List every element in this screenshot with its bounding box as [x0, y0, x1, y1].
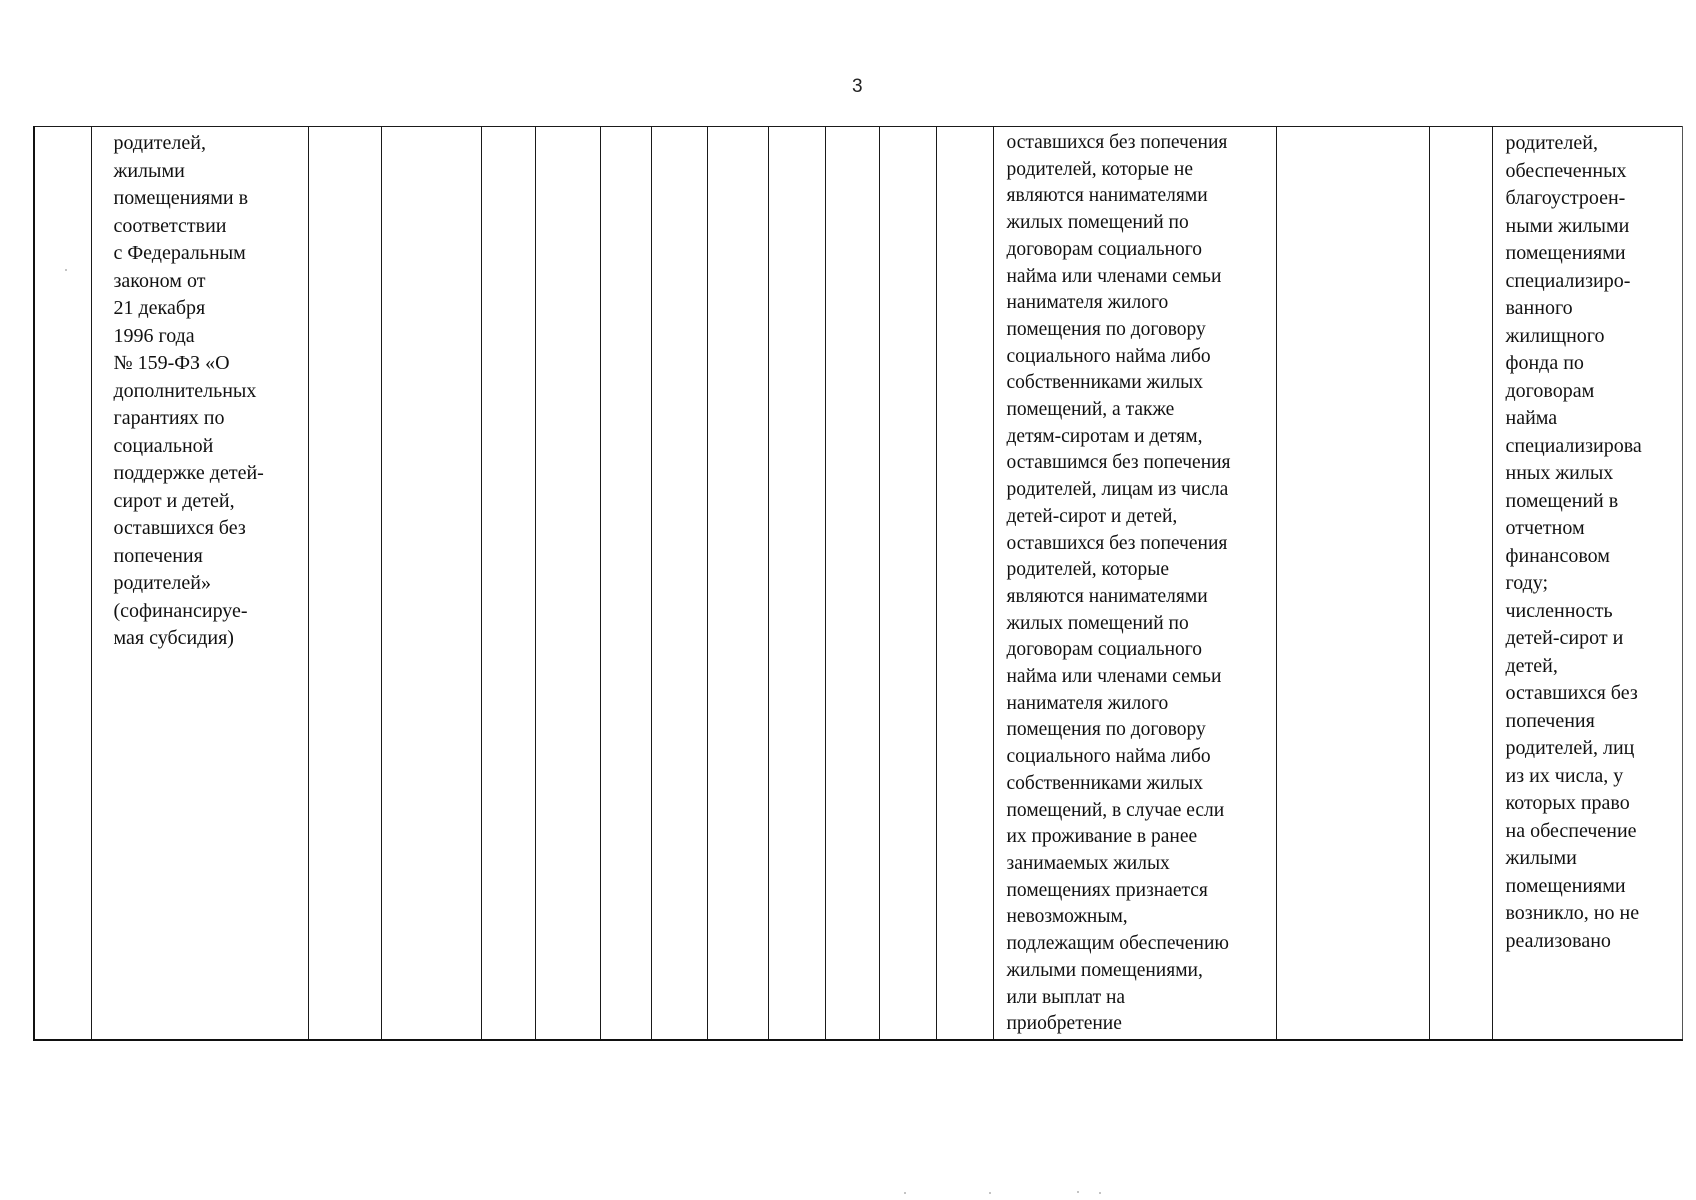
empty-cell [600, 127, 651, 1041]
empty-cell [535, 127, 600, 1041]
page-number: 3 [851, 76, 864, 97]
empty-cell [707, 127, 768, 1041]
row-number-cell [34, 127, 91, 1041]
empty-cell [936, 127, 993, 1041]
description-text: оставшихся без попечения родителей, которые не являются нанимателями жилых помещений по договорам социального найма или членами семьи нанимателя жилого помещения по договору социального найма либо собственниками жилых помещений, а также детям-сиротам и детям, оставшимся без попечения родителей, лицам из числа детей-сирот и детей, оставшихся без попечения родителей, которые являются нанимателями жилых помещений по договорам социального найма или членами семьи нанимателя жилого помещения по договору социального найма либо собственниками жилых помещений, в случае если их проживание в ранее занимаемых жилых помещениях признается невозможным, подлежащим обеспечению жилыми помещениями, или выплат на приобретение [1006, 132, 1231, 1035]
description-cell [993, 127, 1276, 1041]
subsidy-name-text: родителей, жилыми помещениями в соответствии с Федеральным законом от 21 декабря 1996 года № 159-ФЗ «О дополнительных гарантиях по социальной поддержке детей- сирот и детей, оставшихся без попечения родителей» (софинансируе- мая субсидия) [113, 132, 264, 649]
empty-cell [1429, 127, 1492, 1041]
result-indicator-cell [1492, 127, 1682, 1041]
table-row [34, 127, 1682, 1041]
document-table [33, 126, 1683, 1041]
empty-cell [768, 127, 825, 1041]
empty-cell [651, 127, 707, 1041]
empty-cell [879, 127, 936, 1041]
empty-cell [308, 127, 381, 1041]
empty-cell [481, 127, 535, 1041]
empty-cell [825, 127, 879, 1041]
empty-cell [381, 127, 481, 1041]
subsidy-name-cell [91, 127, 308, 1041]
result-indicator-text: родителей, обеспеченных благоустроен- ными жилыми помещениями специализиро- ванного жилищного фонда по договорам найма специализирова нных жилых помещений в отчетном финансовом году; численность детей-сирот и детей, оставшихся без попечения родителей, лиц из их числа, у которых право на обеспечение жилыми помещениями возникло, но не реализовано [1505, 132, 1642, 952]
empty-cell [1276, 127, 1429, 1041]
